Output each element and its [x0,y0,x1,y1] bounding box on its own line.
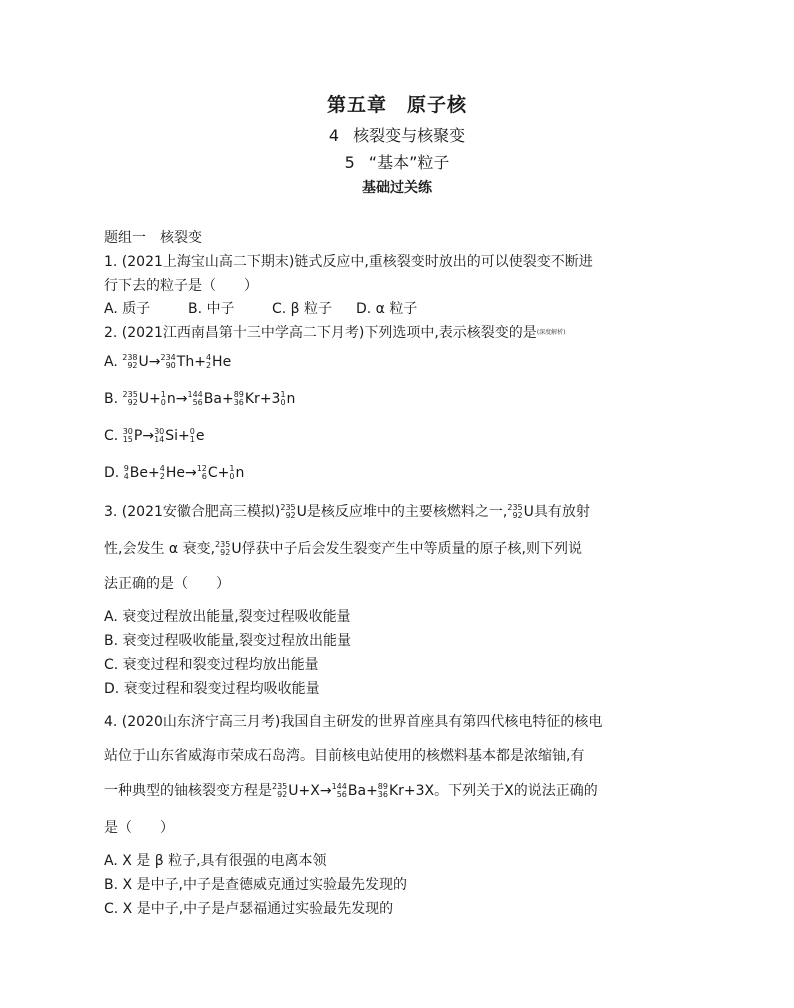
nuclide-th234: 234 90 Th [160,353,195,370]
group-heading: 题组一 核裂变 [104,230,202,246]
q2-option-b: B. 235 92 U + 1 0 n → 144 56 Ba + 89 36 Kr +3 1 0 n [104,390,296,407]
q1-option-b: B. 中子 [188,301,235,317]
q3-option-c: C. 衰变过程和裂变过程均放出能量 [104,657,319,673]
nuclide-p30: 30 15 P [122,427,143,444]
nuclide-be9: 9 4 Be [123,464,148,481]
nuclide-kr89-q4: 89 36 Kr [377,782,404,799]
q2-option-d: D. 9 4 Be + 4 2 He → 12 6 C + 1 0 n [104,464,245,481]
q3-option-b: B. 衰变过程吸收能量,裂变过程放出能量 [104,633,351,649]
section-5-number: 5 [344,153,355,172]
q1-line-1: 1. (2021上海宝山高二下期末)链式反应中,重核裂变时放出的可以使裂变不断进 [104,254,593,270]
nuclide-ba144: 144 56 Ba [187,390,222,407]
q3-option-a: A. 衰变过程放出能量,裂变过程吸收能量 [104,609,351,625]
section-4-text: 核裂变与核聚变 [353,126,466,145]
q4-line-2: 站位于山东省威海市荣成石岛湾。目前核电站使用的核燃料基本都是浓缩铀,有 [104,748,585,764]
q3-line-2: 性,会发生 α 衰变, 235 92 U 俘获中子后会发生裂变产生中等质量的原子核,则下列说 [104,540,583,557]
q1-option-c: C. β 粒子 [272,301,333,317]
q4-option-c: C. X 是中子,中子是卢瑟福通过实验最先发现的 [104,901,394,917]
exercise-subtitle: 基础过关练 [362,180,432,196]
q4-line-3: 一种典型的铀核裂变方程是 235 92 U +X→ 144 56 Ba + 89 36 Kr +3X。下列关于X的说法正确的 [104,782,598,799]
q2-text: 2. (2021江西南昌第十三中学高二下月考)下列选项中,表示核裂变的是 [104,325,537,341]
nuclide-he4-d: 4 2 He [159,464,185,481]
nuclide-neutron-d: 1 0 n [229,464,245,481]
nuclide-ba144-q4: 144 56 Ba [331,782,367,799]
section-4-title [0,123,794,146]
q4-option-a: A. X 是 β 粒子,具有很强的电离本领 [104,853,327,869]
nuclide-he4: 4 2 He [205,353,232,370]
nuclide-u235-q3c: 235 92 U [215,540,242,557]
q1-options [104,299,704,319]
q1-option-a: A. 质子 [104,301,151,317]
q2-stem [104,323,704,343]
nuclide-c12: 12 6 C [196,464,218,481]
q4-option-b: B. X 是中子,中子是查德威克通过实验最先发现的 [104,877,407,893]
q4-line-1: 4. (2020山东济宁高三月考)我国自主研发的世界首座具有第四代核电特征的核电 [104,714,603,730]
q1-option-d: D. α 粒子 [356,301,418,317]
nuclide-u235-q4: 235 92 U [272,782,299,799]
chapter-title: 第五章 原子核 [326,94,467,116]
nuclide-neutron-2: 1 0 n [280,390,296,407]
q2-tag: (深度解析) [536,329,566,336]
q3-line-3: 法正确的是（ ） [104,576,230,592]
q2-option-c: C. 30 15 P → 30 14 Si + 0 1 e [104,427,205,444]
nuclide-u235-q3a: 235 92 U [280,503,307,520]
nuclide-u238: 238 92 U [122,353,149,370]
q2-option-a: A. 238 92 U → 234 90 Th + 4 2 He [104,353,232,370]
q4-line-4: 是（ ） [104,820,174,836]
nuclide-u235-q3b: 235 92 U [507,503,534,520]
nuclide-si30: 30 14 Si [154,427,179,444]
nuclide-kr89: 89 36 Kr [233,390,260,407]
section-5-title [0,150,794,173]
section-4-number: 4 [328,126,340,145]
nuclide-positron: 0 1 e [189,427,205,444]
nuclide-neutron: 1 0 n [160,390,176,407]
section-5-text: “基本”粒子 [368,153,450,172]
q1-line-2: 行下去的粒子是（ ） [104,278,258,294]
q3-option-d: D. 衰变过程和裂变过程均吸收能量 [104,681,320,697]
q3-line-1: 3. (2021安徽合肥高三模拟) 235 92 U 是核反应堆中的主要核燃料之一, 235 92 U 具有放射 [104,503,590,520]
nuclide-u235: 235 92 U [122,390,150,407]
